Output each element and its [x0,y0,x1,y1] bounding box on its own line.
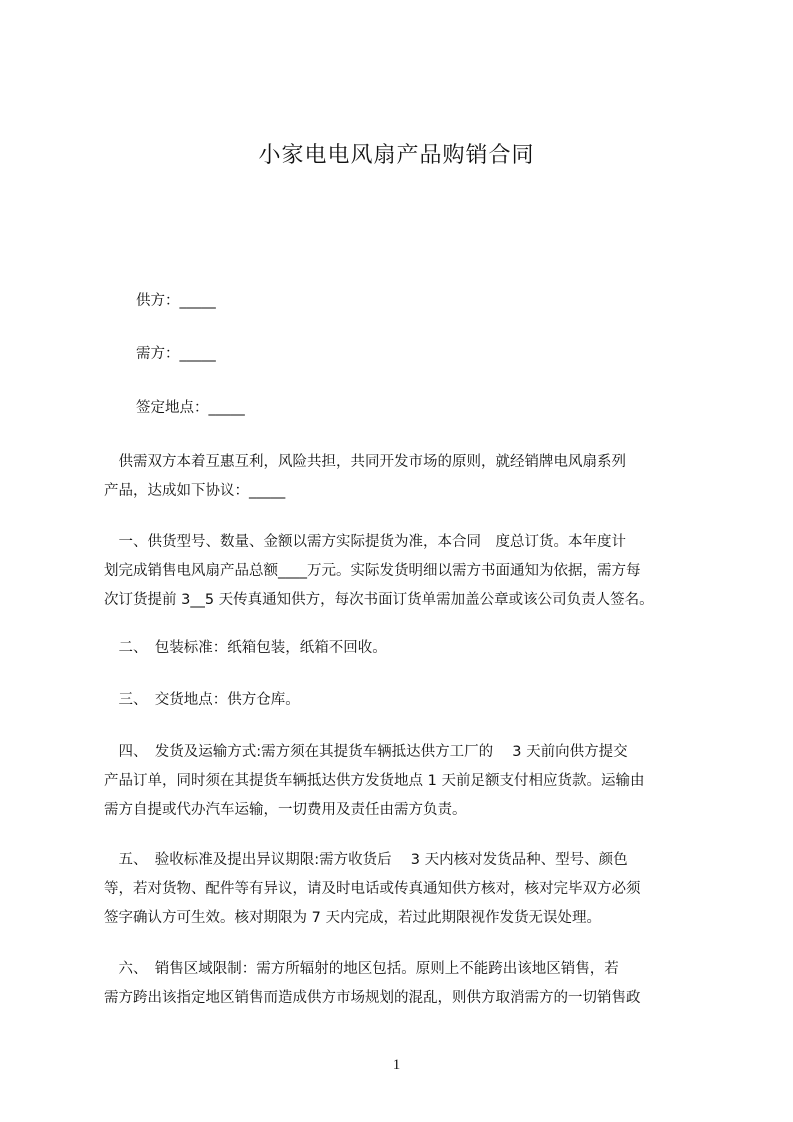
paragraph-line: 次订货提前 3__5 天传真通知供方，每次书面订货单需加盖公章或该公司负责人签名。 [104,592,654,608]
page-number: 1 [392,1057,401,1073]
paragraph-line: 六、 销售区域限制：需方所辐射的地区包括。原则上不能跨出该地区销售，若 [104,961,619,977]
paragraph-line: 签字确认方可生效。核对期限为 7 天内完成，若过此期限视作发货无误处理。 [104,910,601,926]
signing-place-field: 签定地点：_____ [136,400,245,416]
paragraph-line: 四、 发货及运输方式:需方须在其提货车辆抵达供方工厂的 3 天前向供方提交 [104,744,628,760]
supplier-field: 供方：_____ [136,293,216,309]
contract-title: 小家电电风扇产品购销合同 [258,143,535,168]
clause-2-paragraph [104,634,699,663]
intro-paragraph [104,448,699,506]
clause-1-paragraph [104,528,699,615]
clause-5-paragraph [104,846,699,933]
paragraph-line: 等，若对货物、配件等有异议，请及时电话或传真通知供方核对，核对完毕双方必须 [104,881,641,897]
paragraph-line: 需方跨出该指定地区销售而造成供方市场规划的混乱，则供方取消需方的一切销售政 [104,990,641,1006]
clause-4-paragraph [104,738,699,825]
paragraph-line: 三、 交货地点：供方仓库。 [104,692,300,708]
paragraph-line: 产品订单，同时须在其提货车辆抵达供方发货地点 1 天前足额支付相应货款。运输由 [104,773,645,789]
paragraph-line: 二、 包装标准：纸箱包装，纸箱不回收。 [104,640,387,656]
paragraph-line: 划完成销售电风扇产品总额____万元。实际发货明细以需方书面通知为依据，需方每 [104,563,641,579]
paragraph-line: 需方自提或代办汽车运输，一切费用及责任由需方负责。 [104,802,467,818]
clause-3-paragraph [104,686,699,715]
buyer-field: 需方：_____ [136,346,216,362]
paragraph-line: 产品，达成如下协议：_____ [104,483,286,499]
clause-6-paragraph [104,955,699,1013]
paragraph-line: 供需双方本着互惠互利，风险共担，共同开发市场的原则，就经销牌电风扇系列 [104,454,626,470]
paragraph-line: 五、 验收标准及提出异议期限:需方收货后 3 天内核对发货品种、型号、颜色 [104,852,628,868]
paragraph-line: 一、供货型号、数量、金额以需方实际提货为准，本合同 度总订货。本年度计 [104,534,626,550]
